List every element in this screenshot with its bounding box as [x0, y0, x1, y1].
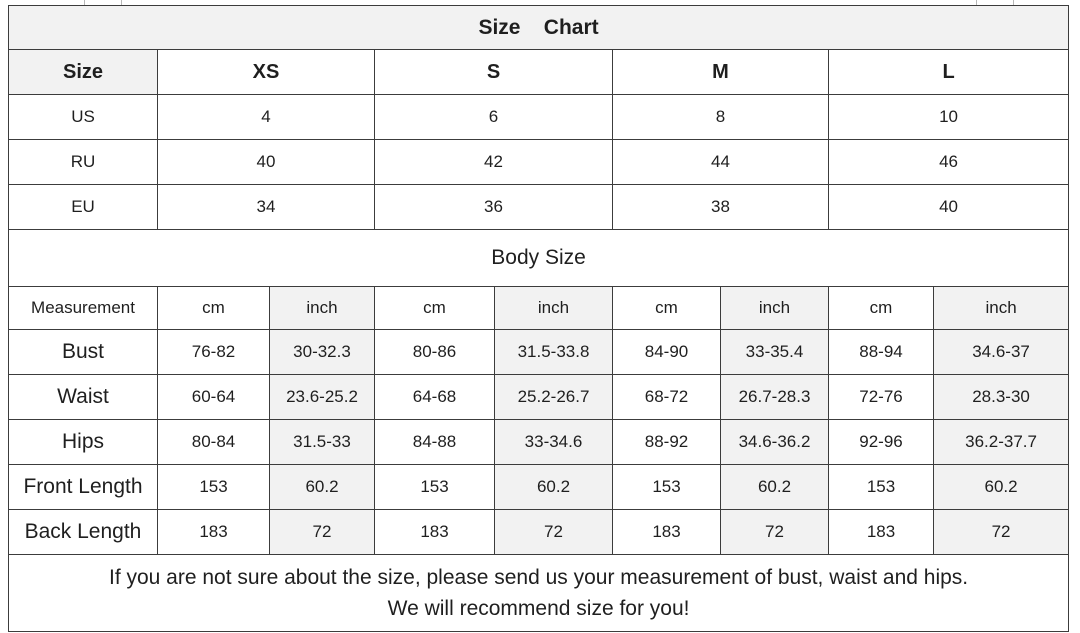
unit-cell-inch: inch [495, 287, 613, 330]
row-label: EU [9, 185, 158, 230]
row-label: Back Length [9, 510, 158, 555]
table-cell: 183 [158, 510, 270, 555]
table-cell: 40 [158, 140, 375, 185]
conversion-row-us [9, 95, 1069, 140]
table-cell: 33-34.6 [495, 420, 613, 465]
table-cell: 40 [829, 185, 1069, 230]
unit-row [9, 287, 1069, 330]
body-size-title: Body Size [9, 230, 1069, 287]
unit-cell-inch: inch [270, 287, 375, 330]
chart-title: Size Chart [9, 6, 1069, 50]
table-cell: 26.7-28.3 [721, 375, 829, 420]
table-cell: 34.6-37 [934, 330, 1069, 375]
table-cell: 46 [829, 140, 1069, 185]
table-cell: 33-35.4 [721, 330, 829, 375]
table-cell: 30-32.3 [270, 330, 375, 375]
table-cell: 72 [934, 510, 1069, 555]
table-cell: 183 [829, 510, 934, 555]
table-cell: 183 [375, 510, 495, 555]
measurement-row-front-length [9, 465, 1069, 510]
table-cell: 23.6-25.2 [270, 375, 375, 420]
size-header-xs: XS [158, 50, 375, 95]
table-cell: 72 [270, 510, 375, 555]
row-label: Hips [9, 420, 158, 465]
measurement-header: Measurement [9, 287, 158, 330]
table-cell: 72 [495, 510, 613, 555]
unit-cell-inch: inch [934, 287, 1069, 330]
table-cell: 34.6-36.2 [721, 420, 829, 465]
row-label: Front Length [9, 465, 158, 510]
table-cell: 68-72 [613, 375, 721, 420]
table-cell: 88-94 [829, 330, 934, 375]
row-label: RU [9, 140, 158, 185]
table-cell: 88-92 [613, 420, 721, 465]
footer-line-2: We will recommend size for you! [387, 597, 690, 620]
unit-cell-cm: cm [158, 287, 270, 330]
measurement-row-bust [9, 330, 1069, 375]
unit-cell-cm: cm [829, 287, 934, 330]
unit-cell-cm: cm [375, 287, 495, 330]
table-cell: 6 [375, 95, 613, 140]
row-label: US [9, 95, 158, 140]
table-cell: 34 [158, 185, 375, 230]
table-cell: 64-68 [375, 375, 495, 420]
table-cell: 31.5-33.8 [495, 330, 613, 375]
table-cell: 44 [613, 140, 829, 185]
table-cell: 25.2-26.7 [495, 375, 613, 420]
table-cell: 8 [613, 95, 829, 140]
size-header-l: L [829, 50, 1069, 95]
table-cell: 153 [829, 465, 934, 510]
measurement-row-back-length [9, 510, 1069, 555]
table-cell: 84-90 [613, 330, 721, 375]
table-cell: 183 [613, 510, 721, 555]
conversion-row-eu [9, 185, 1069, 230]
table-cell: 60.2 [270, 465, 375, 510]
table-cell: 80-84 [158, 420, 270, 465]
table-cell: 31.5-33 [270, 420, 375, 465]
size-header-m: M [613, 50, 829, 95]
table-cell: 84-88 [375, 420, 495, 465]
measurement-row-waist [9, 375, 1069, 420]
table-cell: 80-86 [375, 330, 495, 375]
table-cell: 60-64 [158, 375, 270, 420]
table-cell: 153 [613, 465, 721, 510]
table-cell: 4 [158, 95, 375, 140]
footer-note [9, 555, 1069, 632]
table-cell: 72 [721, 510, 829, 555]
footer-line-1: If you are not sure about the size, please send us your measurement of bust, waist and hips. [108, 566, 969, 589]
table-cell: 153 [158, 465, 270, 510]
table-cell: 42 [375, 140, 613, 185]
table-cell: 28.3-30 [934, 375, 1069, 420]
table-cell: 60.2 [495, 465, 613, 510]
table-cell: 92-96 [829, 420, 934, 465]
table-cell: 36.2-37.7 [934, 420, 1069, 465]
table-cell: 60.2 [721, 465, 829, 510]
table-cell: 10 [829, 95, 1069, 140]
table-cell: 76-82 [158, 330, 270, 375]
measurement-row-hips [9, 420, 1069, 465]
table-cell: 36 [375, 185, 613, 230]
table-cell: 153 [375, 465, 495, 510]
table-cell: 72-76 [829, 375, 934, 420]
conversion-row-ru [9, 140, 1069, 185]
table-cell: 60.2 [934, 465, 1069, 510]
size-header-s: S [375, 50, 613, 95]
row-label: Waist [9, 375, 158, 420]
size-chart-table [8, 5, 1069, 632]
size-header-label: Size [9, 50, 158, 95]
table-cell: 38 [613, 185, 829, 230]
unit-cell-inch: inch [721, 287, 829, 330]
row-label: Bust [9, 330, 158, 375]
unit-cell-cm: cm [613, 287, 721, 330]
